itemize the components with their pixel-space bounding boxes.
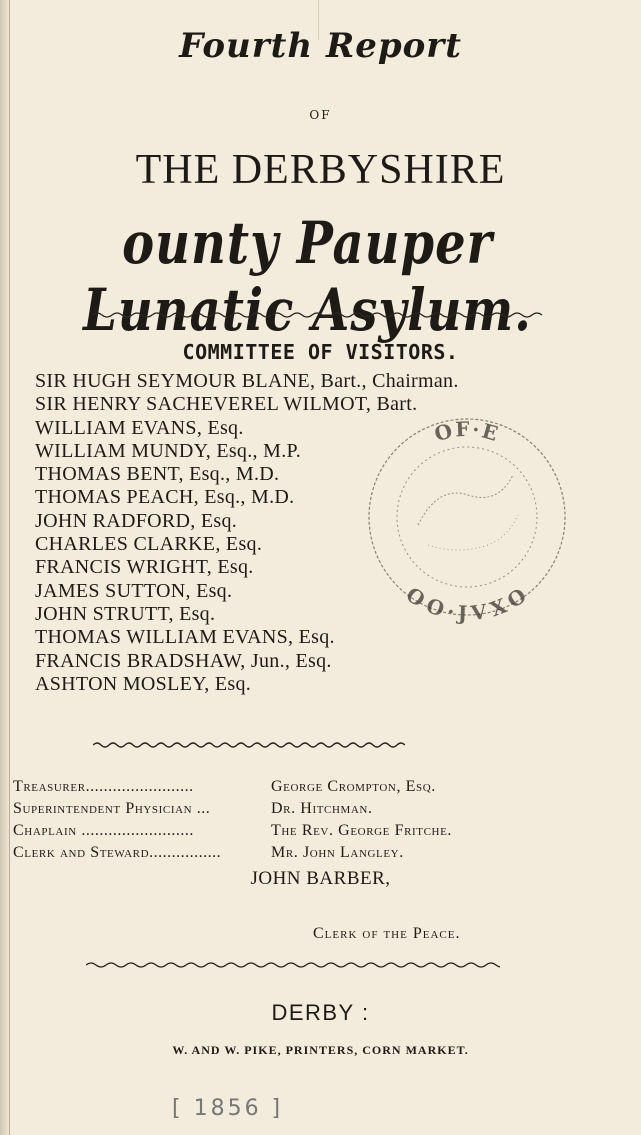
officer-list <box>13 776 453 864</box>
committee-member: WILLIAM MUNDY, Esq., M.P. <box>35 439 302 462</box>
printer-imprint: W. AND W. PIKE, PRINTERS, CORN MARKET. <box>172 1043 469 1057</box>
seal-bottom-text: OO·JVXO <box>401 582 533 625</box>
committee-heading: COMMITTEE OF VISITORS. <box>182 340 459 364</box>
library-stamp-seal <box>358 405 576 625</box>
officer-name: Dr. Hitchman. <box>271 800 373 817</box>
svg-text:OO·JVXO <box>402 582 533 625</box>
seal-top-text: OF·E <box>431 416 503 447</box>
clerk-title: Clerk of the Peace. <box>313 925 461 942</box>
officer-role: Chaplain <box>13 822 77 839</box>
officer-name: George Crompton, Esq. <box>271 778 436 795</box>
svg-text:OF·E <box>432 417 503 447</box>
of-line: OF <box>309 108 332 122</box>
committee-member: WILLIAM EVANS, Esq. <box>35 416 244 439</box>
place-of-publication: DERBY : <box>271 1000 370 1025</box>
officer-role: Superintendent Physician <box>13 800 193 817</box>
officer-row <box>13 842 404 864</box>
officer-row <box>13 820 453 842</box>
committee-member: THOMAS BENT, Esq., M.D. <box>35 463 280 486</box>
officer-row <box>13 798 373 820</box>
committee-member: CHARLES CLARKE, Esq. <box>35 533 263 556</box>
institution-title: THE DERBYSHIRE <box>135 147 506 193</box>
committee-member: THOMAS PEACH, Esq., M.D. <box>35 486 295 509</box>
asylum-title: ounty Pauper Lunatic Asylum. <box>83 210 532 345</box>
committee-member: JAMES SUTTON, Esq. <box>35 579 233 602</box>
committee-member: JOHN STRUTT, Esq. <box>35 602 216 625</box>
committee-member: JOHN RADFORD, Esq. <box>35 509 238 532</box>
leader-dots: ......................... <box>81 822 194 839</box>
ornamental-rule-top <box>92 311 545 319</box>
handwritten-shelfmark: [ 1856 ] <box>172 1096 284 1121</box>
committee-member: THOMAS WILLIAM EVANS, Esq. <box>35 626 335 649</box>
officer-role: Treasurer <box>13 778 86 795</box>
committee-member: SIR HENRY SACHEVEREL WILMOT, Bart. <box>35 393 418 416</box>
ornamental-rule-middle <box>93 741 405 749</box>
ornamental-rule-bottom <box>86 961 500 969</box>
officer-name: Mr. John Langley. <box>271 844 404 861</box>
officer-role: Clerk and Steward <box>13 844 150 861</box>
officer-name: The Rev. George Fritche. <box>271 822 453 839</box>
leader-dots: ................ <box>149 844 222 861</box>
officer-row <box>13 776 436 798</box>
committee-member: FRANCIS BRADSHAW, Jun., Esq. <box>35 649 332 672</box>
report-title: Fourth Report <box>179 26 462 66</box>
leader-dots: ... <box>196 800 211 817</box>
clerk-name: JOHN BARBER, <box>250 868 391 889</box>
committee-member: ASHTON MOSLEY, Esq. <box>35 672 252 695</box>
committee-member: SIR HUGH SEYMOUR BLANE, Bart., Chairman. <box>35 370 459 392</box>
committee-member: FRANCIS WRIGHT, Esq. <box>35 556 254 579</box>
leader-dots: ........................ <box>85 778 194 795</box>
